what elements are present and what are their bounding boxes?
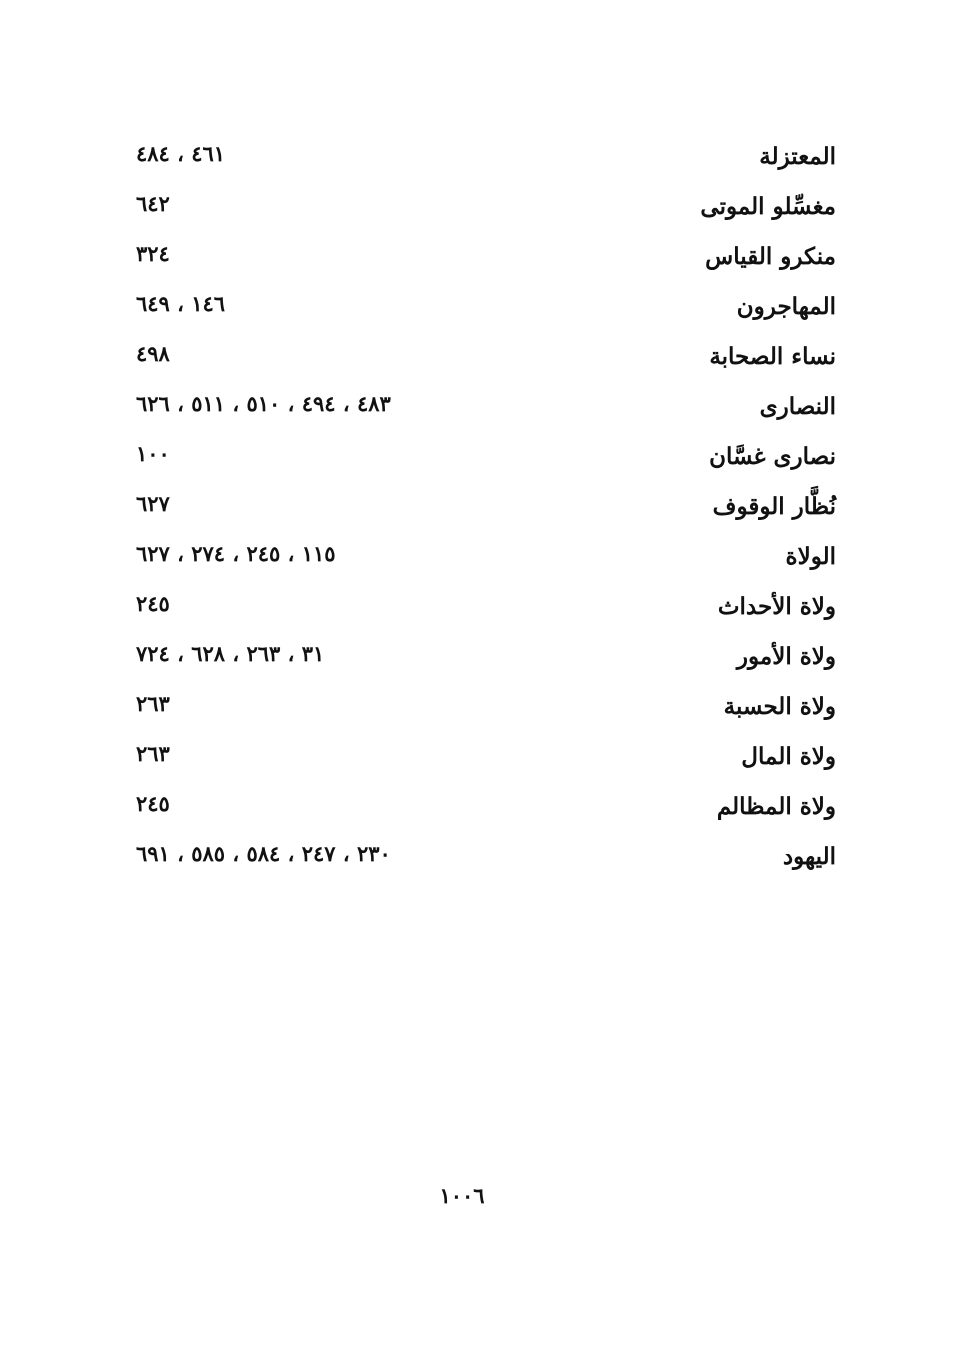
index-pages: ٦٤٢ (136, 191, 170, 216)
index-term: النصارى (759, 393, 836, 420)
index-entry (0, 833, 964, 883)
index-pages: ٣١ ، ٢٦٣ ، ٦٢٨ ، ٧٢٤ (136, 641, 325, 666)
index-entry (0, 533, 964, 583)
index-entry (0, 133, 964, 183)
index-pages: ١٤٦ ، ٦٤٩ (136, 291, 226, 316)
index-entry (0, 183, 964, 233)
page-number: ١٠٠٦ (439, 1183, 485, 1208)
index-entry (0, 433, 964, 483)
index-entry (0, 383, 964, 433)
index-pages: ١١٥ ، ٢٤٥ ، ٢٧٤ ، ٦٢٧ (136, 541, 336, 566)
index-entry (0, 633, 964, 683)
index-term: ولاة المظالم (716, 793, 836, 820)
index-term: المهاجرون (736, 293, 836, 320)
index-term: منكرو القياس (705, 243, 836, 270)
index-pages: ٦٢٧ (136, 491, 170, 516)
index-term: نصارى غسَّان (709, 443, 836, 470)
index-pages: ٣٢٤ (136, 241, 170, 266)
index-term: اليهود (782, 843, 836, 870)
index-term: نُظَّار الوقوف (712, 493, 836, 520)
index-entry (0, 583, 964, 633)
index-pages: ٢٦٣ (136, 691, 170, 716)
index-list (0, 133, 964, 883)
index-term: المعتزلة (759, 143, 836, 170)
index-pages: ٤٨٣ ، ٤٩٤ ، ٥١٠ ، ٥١١ ، ٦٢٦ (136, 391, 391, 416)
index-pages: ٢٤٥ (136, 591, 170, 616)
index-pages: ٢٤٥ (136, 791, 170, 816)
index-entry (0, 683, 964, 733)
index-pages: ٤٩٨ (136, 341, 170, 366)
index-term: ولاة الحسبة (723, 693, 836, 720)
index-entry (0, 333, 964, 383)
index-term: ولاة الأمور (736, 643, 836, 670)
index-entry (0, 733, 964, 783)
index-pages: ٢٣٠ ، ٢٤٧ ، ٥٨٤ ، ٥٨٥ ، ٦٩١ (136, 841, 391, 866)
index-term: مغسِّلو الموتى (700, 193, 836, 220)
index-entry (0, 233, 964, 283)
index-term: نساء الصحابة (709, 343, 836, 370)
index-pages: ١٠٠ (136, 441, 170, 466)
index-term: ولاة الأحداث (717, 593, 836, 620)
index-pages: ٤٦١ ، ٤٨٤ (136, 141, 226, 166)
index-entry (0, 283, 964, 333)
index-term: الولاة (785, 543, 836, 570)
index-pages: ٢٦٣ (136, 741, 170, 766)
index-entry (0, 483, 964, 533)
index-entry (0, 783, 964, 833)
index-term: ولاة المال (741, 743, 836, 770)
